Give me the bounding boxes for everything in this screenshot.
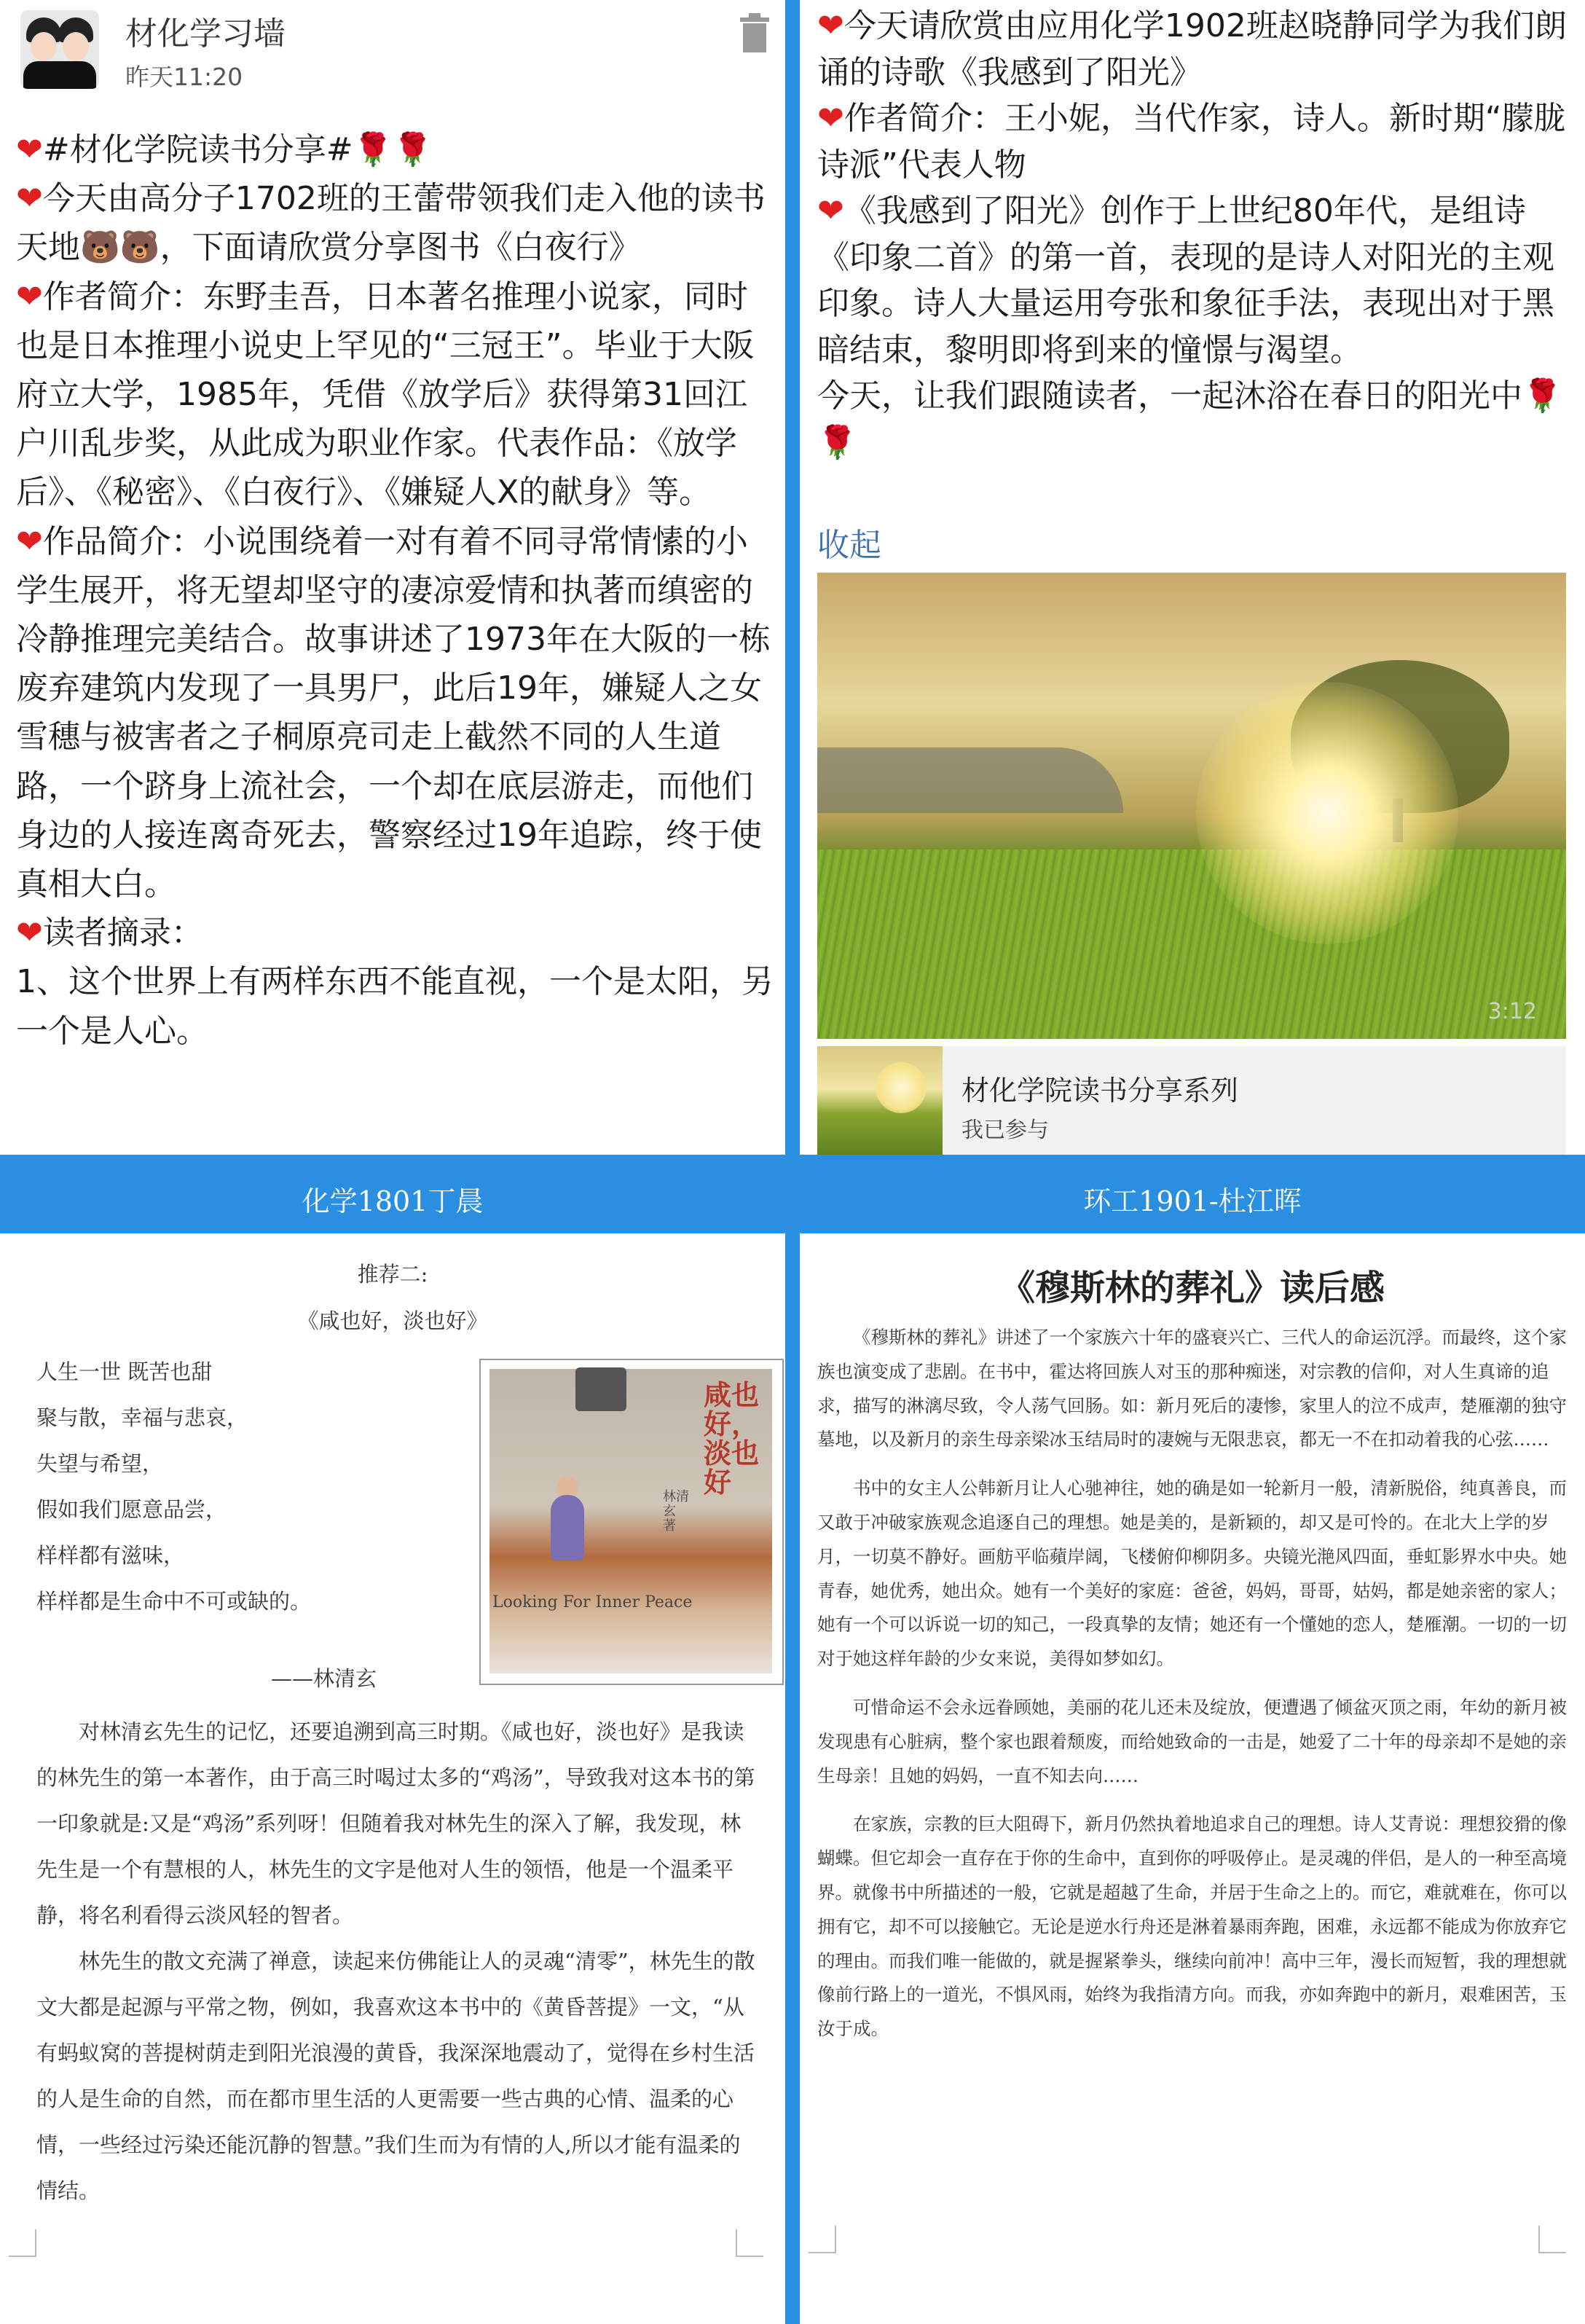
post-text: 1、这个世界上有两样东西不能直视，一个是太阳，另一个是人心。 <box>16 963 774 1050</box>
post-panel-poem <box>800 0 1585 1155</box>
rose-icon: 🌹🌹 <box>817 377 1562 461</box>
cover-title: 咸也好，淡也好 <box>704 1378 760 1499</box>
page-corner-mark <box>736 2229 763 2257</box>
doc-body <box>817 1321 1568 2046</box>
doc-body <box>36 1709 758 2214</box>
post-text: 今天由高分子1702班的王蕾带领我们走入他的读书天地🐻🐻，下面请欣赏分享图书《白夜行》 <box>16 180 766 267</box>
page-corner-mark <box>1538 2226 1566 2253</box>
author-name[interactable]: 材化学习墙 <box>125 15 286 52</box>
post-time: 昨天11:20 <box>125 63 243 91</box>
trash-icon[interactable] <box>739 13 771 54</box>
post-text: 读者摘录： <box>42 914 203 952</box>
share-thumbnail <box>817 1046 943 1155</box>
post-text: 今天，让我们跟随读者，一起沐浴在春日的阳光中 <box>817 377 1522 415</box>
photo-timestamp: 3:12 <box>1487 999 1537 1024</box>
page-corner-mark <box>809 2226 836 2253</box>
doc-paragraph: 《穆斯林的葬礼》讲述了一个家族六十年的盛衰兴亡、三代人的命运沉浮。而最终，这个家族也演变成了悲剧。在书中，霍达将回族人对玉的那种痴迷，对宗教的信仰，对人生真谛的追求，描写的淋漓尽致，令人荡气回肠。如：新月死后的凄惨，家里人的泣不成声，楚雁潮的独守墓地，以及新月的亲生母亲梁冰玉结局时的凄婉与无限悲哀，都无一不在扣动着我的心弦…… <box>817 1327 1567 1450</box>
poem-line: 聚与散，幸福与悲哀， <box>36 1405 248 1430</box>
share-title: 材化学院读书分享系列 <box>961 1075 1239 1107</box>
share-subtitle: 我已参与 <box>961 1118 1049 1143</box>
heart-icon: ❤ <box>16 522 43 560</box>
heart-icon: ❤ <box>16 278 43 315</box>
heart-icon: ❤ <box>817 100 844 137</box>
doc-header: 环工1901-杜江晖 <box>800 1169 1585 1233</box>
page-corner-mark <box>9 2229 36 2257</box>
poem-line: 人生一世 既苦也甜 <box>36 1359 213 1384</box>
post-text: 作品简介：小说围绕着一对有着不同寻常情愫的小学生展开，将无望却坚守的凄凉爱情和执著而缜密的冷静推理完美结合。故事讲述了1973年在大阪的一栋废弃建筑内发现了一具男尸，此后19年，嫌疑人之女雪穗与被害者之子桐原亮司走上截然不同的人生道路，一个跻身上流社会，一个却在底层游走，而他们身边的人接连离奇死去，警察经过19年追踪，终于使真相大白。 <box>16 522 771 903</box>
post-body <box>817 3 1575 466</box>
collapse-link[interactable]: 收起 <box>817 527 881 564</box>
heart-icon: ❤ <box>16 131 43 168</box>
book-title: 《咸也好，淡也好》 <box>297 1308 488 1333</box>
doc-paragraph: 可惜命运不会永远眷顾她，美丽的花儿还未及绽放，便遭遇了倾盆灭顶之雨，年幼的新月被发现患有心脏病，整个家也跟着颓废，而给她致命的一击是，她爱了二十年的母亲却不是她的亲生母亲！且她的妈妈，一直不知去向…… <box>817 1696 1567 1786</box>
book-cover-image <box>479 1359 784 1685</box>
poem-line: 假如我们愿意品尝， <box>36 1497 227 1522</box>
post-text: #材化学院读书分享# <box>42 131 353 168</box>
document-panel-chen <box>0 1169 785 2324</box>
post-panel-reading-share <box>0 0 785 1155</box>
poem-signature: ——林清玄 <box>271 1666 377 1691</box>
heart-icon: ❤ <box>16 914 43 952</box>
heart-icon: ❤ <box>16 180 43 218</box>
post-text: 《我感到了阳光》创作于上世纪80年代，是组诗《印象二首》的第一首，表现的是诗人对阳光的主观印象。诗人大量运用夸张和象征手法，表现出对于黑暗结束，黎明即将到来的憧憬与渴望。 <box>817 192 1554 369</box>
recommend-label: 推荐二: <box>357 1262 428 1287</box>
post-body <box>16 125 774 1056</box>
doc-paragraph: 林先生的散文充满了禅意，读起来仿佛能让人的灵魂“清零”，林先生的散文大都是起源与平常之物，例如，我喜欢这本书中的《黄昏菩提》一文，“从有蚂蚁窝的菩提树荫走到阳光浪漫的黄昏，我深深地震动了，觉得在乡村生活的人是生命的自然，而在都市里生活的人更需要一些古典的心情、温柔的心情，一些经过污染还能沉静的智慧。”我们生而为有情的人,所以才能有温柔的情结。 <box>36 1949 755 2203</box>
post-text: 作者简介：王小妮，当代作家，诗人。新时期“朦胧诗派”代表人物 <box>817 100 1566 184</box>
avatar[interactable] <box>20 10 99 89</box>
sunrise-photo[interactable] <box>817 573 1566 1039</box>
doc-paragraph: 在家族，宗教的巨大阻碍下，新月仍然执着地追求自己的理想。诗人艾青说：理想狡猾的像蝴蝶。但它却会一直存在于你的生命中，直到你的呼吸停止。是灵魂的伴侣，是人的一种至高境界。就像书中所描述的一般，它就是超越了生命，并居于生命之上的。而它，难就难在，你可以拥有它，却不可以接触它。无论是逆水行舟还是淋着暴雨奔跑，困难，永远都不能成为你放弃它的理由。而我们唯一能做的，就是握紧拳头，继续向前冲！高中三年，漫长而短暂，我的理想就像前行路上的一道光，不惧风雨，始终为我指清方向。而我，亦如奔跑中的新月，艰难困苦，玉汝于成。 <box>817 1813 1567 2040</box>
cover-english-title: Looking For Inner Peace <box>492 1593 693 1612</box>
cover-author: 林清玄 著 <box>663 1489 689 1534</box>
shared-link-card[interactable] <box>817 1046 1566 1155</box>
doc-header: 化学1801丁晨 <box>0 1169 785 1233</box>
poem-line: 样样都有滋味， <box>36 1543 185 1568</box>
poem <box>36 1349 311 1625</box>
doc-paragraph: 对林清玄先生的记忆，还要追溯到高三时期。《咸也好，淡也好》是我读的林先生的第一本著作，由于高三时喝过太多的“鸡汤”，导致我对这本书的第一印象就是:又是“鸡汤”系列呀！但随着我对林先生的深入了解，我发现，林先生是一个有慧根的人，林先生的文字是他对人生的领悟，他是一个温柔平静，将名利看得云淡风轻的智者。 <box>36 1719 755 1928</box>
document-panel-du <box>800 1169 1585 2324</box>
doc-title: 《穆斯林的葬礼》读后感 <box>999 1268 1385 1308</box>
post-text: 今天请欣赏由应用化学1902班赵晓静同学为我们朗诵的诗歌《我感到了阳光》 <box>817 7 1567 91</box>
poem-line: 样样都是生命中不可或缺的。 <box>36 1589 312 1614</box>
doc-paragraph: 书中的女主人公韩新月让人心驰神往，她的确是如一轮新月一般，清新脱俗，纯真善良，而又敢于冲破家族观念追逐自己的理想。她是美的，是新颖的，却又是可怜的。在北大上学的岁月，一切莫不静好。画舫平临蘋岸阔，飞楼俯仰柳阴多。央镜光滟风四面，垂虹影界水中央。她青春，她优秀，她出众。她有一个美好的家庭：爸爸，妈妈，哥哥，姑妈，都是她亲密的家人；她有一个可以诉说一切的知己，一段真挚的友情；她还有一个懂她的恋人，楚雁潮。一切的一切对于她这样年龄的少女来说，美得如梦如幻。 <box>817 1477 1567 1670</box>
poem-line: 失望与希望， <box>36 1451 164 1476</box>
heart-icon: ❤ <box>817 7 844 44</box>
post-text: 作者简介：东野圭吾，日本著名推理小说家，同时也是日本推理小说史上罕见的“三冠王”。毕业于大阪府立大学，1985年，凭借《放学后》获得第31回江户川乱步奖，从此成为职业作家。代表作品：《放学后》、《秘密》、《白夜行》、《嫌疑人X的献身》等。 <box>16 278 755 511</box>
rose-icon: 🌹🌹 <box>353 131 433 168</box>
heart-icon: ❤ <box>817 192 844 229</box>
